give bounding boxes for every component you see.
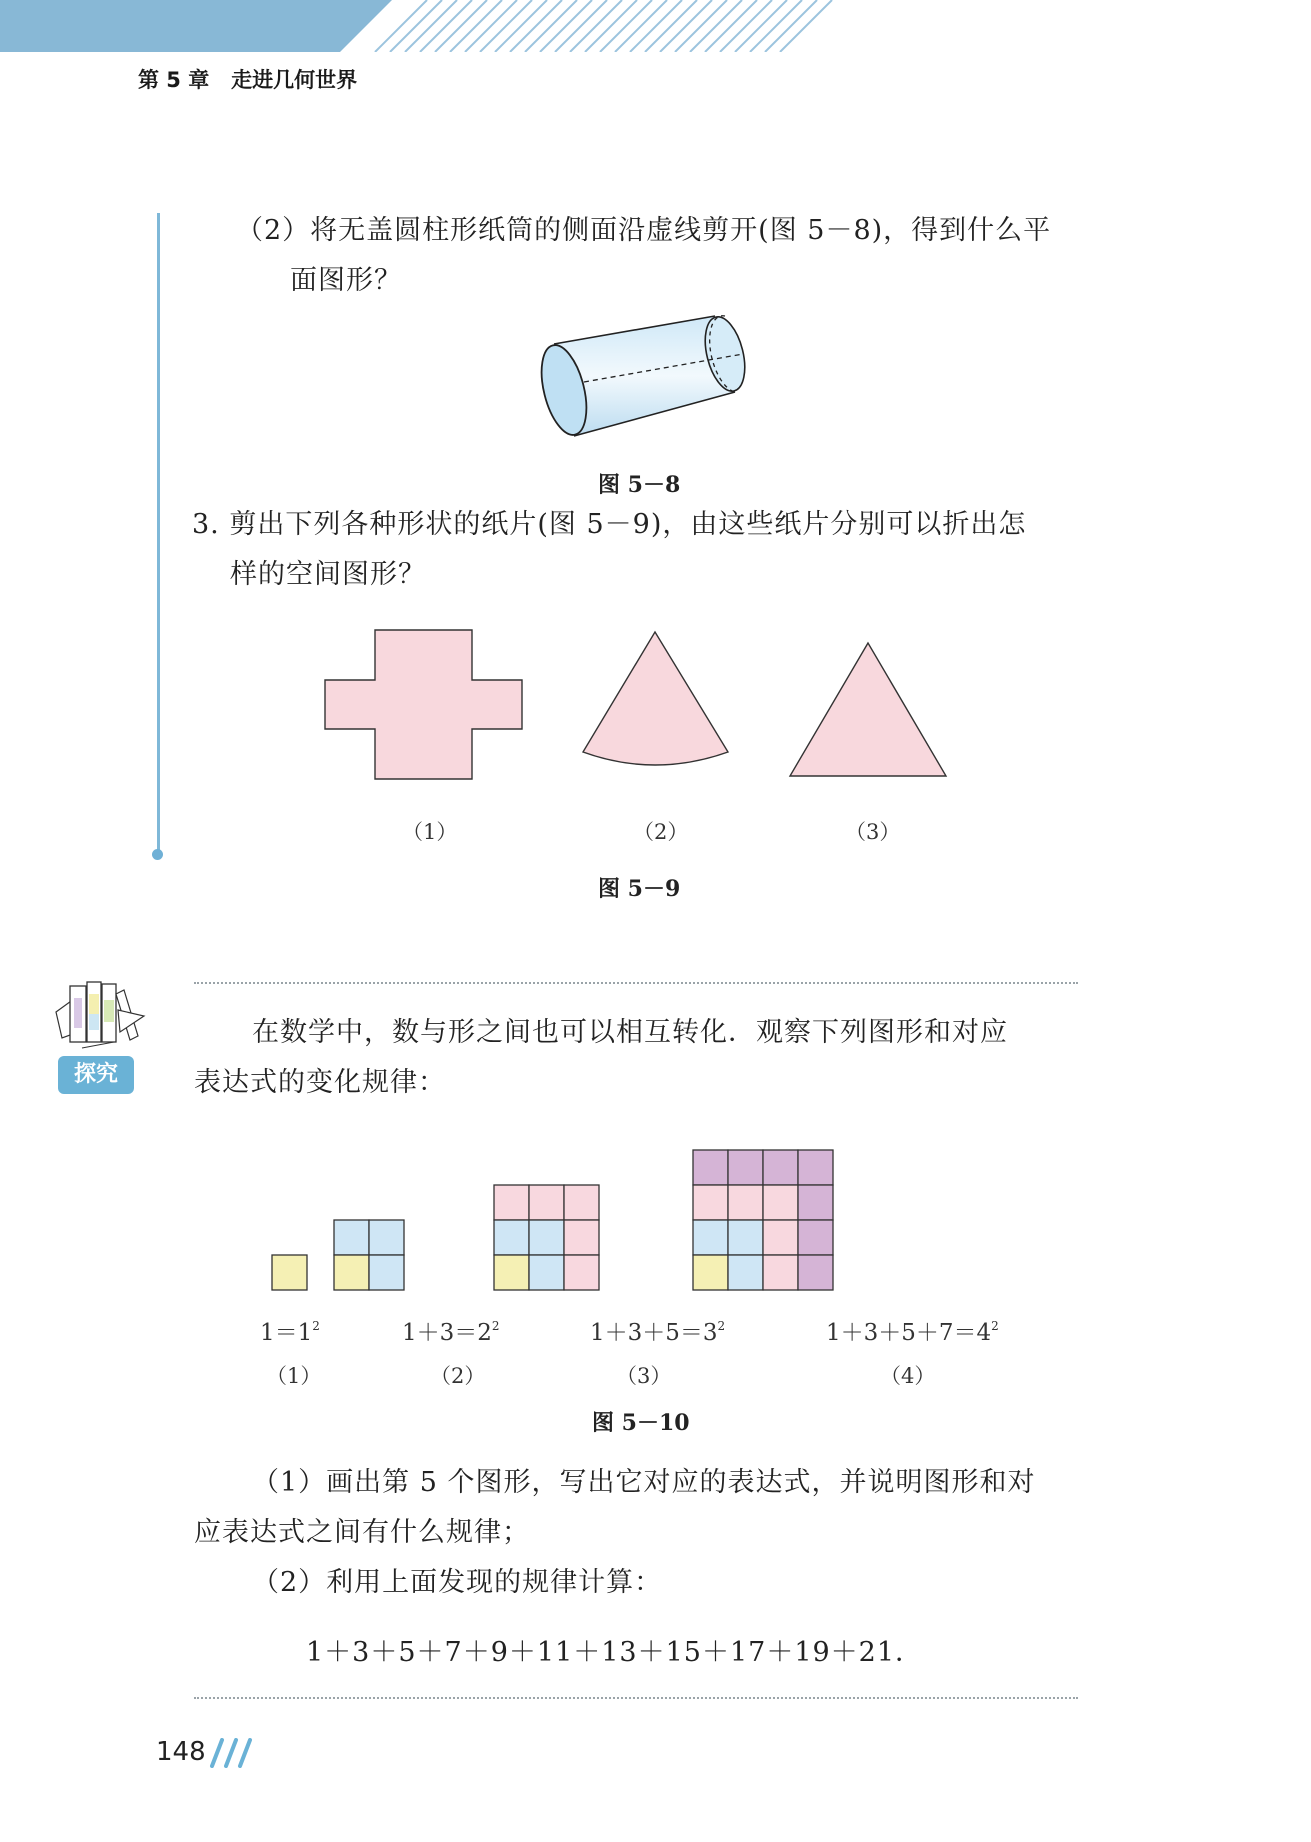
grid-3-cell <box>564 1220 599 1255</box>
grid-3-cell <box>494 1220 529 1255</box>
problem-3-line2: 样的空间图形？ <box>230 559 426 590</box>
grid-1-cell <box>272 1255 307 1290</box>
problem-3-line1: 3. 剪出下列各种形状的纸片(图 5－9)，由这些纸片分别可以折出怎 <box>192 509 1027 540</box>
grid-3-cell <box>494 1185 529 1220</box>
figure-5-9-caption: 图 5－9 <box>598 876 681 902</box>
grid-4-cell <box>693 1255 728 1290</box>
page-slash-decoration <box>202 1738 254 1768</box>
grid-4-cell <box>693 1185 728 1220</box>
grid-2-cell <box>369 1255 404 1290</box>
explore-badge: 探究 <box>58 1056 134 1094</box>
explore-line2: 表达式的变化规律： <box>194 1067 446 1098</box>
figure-5-9-label-3: （3） <box>845 820 901 844</box>
task-1-line1: （1）画出第 5 个图形，写出它对应的表达式，并说明图形和对 <box>252 1467 1036 1498</box>
grid-4-cell <box>763 1185 798 1220</box>
sector-shape <box>583 632 728 765</box>
grid-3-cell <box>564 1255 599 1290</box>
grid-3-cell <box>529 1255 564 1290</box>
grid-4-cell <box>798 1150 833 1185</box>
books-icon <box>54 980 146 1054</box>
grid-4-cell <box>763 1220 798 1255</box>
figure-5-10-expr-3: $1+3+5=3^2$ <box>590 1319 726 1346</box>
grid-4-cell <box>728 1150 763 1185</box>
triangle-shape <box>790 643 946 776</box>
figure-5-10-expr-4: $1+3+5+7=4^2$ <box>826 1319 999 1346</box>
explore-bottom-divider <box>194 1697 1078 1699</box>
grid-4-cell <box>728 1185 763 1220</box>
grid-4-cell <box>728 1255 763 1290</box>
grid-3-cell <box>529 1185 564 1220</box>
grid-4-cell <box>728 1220 763 1255</box>
grid-4-cell <box>693 1220 728 1255</box>
grid-3-cell <box>564 1185 599 1220</box>
grid-2-cell <box>334 1255 369 1290</box>
grid-4-cell <box>693 1150 728 1185</box>
explore-top-divider <box>194 982 1078 984</box>
chapter-title: 走进几何世界 <box>231 68 358 92</box>
cylinder-figure <box>530 308 750 444</box>
grid-2-cell <box>369 1220 404 1255</box>
grid-4-cell <box>763 1255 798 1290</box>
grid-4-cell <box>798 1255 833 1290</box>
grid-2-cell <box>334 1220 369 1255</box>
header-band <box>0 0 1311 52</box>
figure-5-8-caption: 图 5－8 <box>598 472 681 498</box>
figure-5-10-label-2: （2） <box>430 1364 486 1388</box>
grid-3-cell <box>529 1220 564 1255</box>
figure-5-10-grids <box>250 1110 1010 1300</box>
problem-2-line1: （2）将无盖圆柱形纸筒的侧面沿虚线剪开(图 5－8)，得到什么平 <box>236 215 1052 246</box>
task-2: （2）利用上面发现的规律计算： <box>252 1567 663 1598</box>
figure-5-10-label-1: （1） <box>266 1364 322 1388</box>
figure-5-10-caption: 图 5－10 <box>592 1410 690 1436</box>
figure-5-9-label-1: （1） <box>402 820 458 844</box>
figure-5-10-label-4: （4） <box>880 1364 936 1388</box>
side-rule <box>157 213 160 853</box>
page-number: 148 <box>156 1737 206 1767</box>
grid-4-cell <box>798 1185 833 1220</box>
figure-5-10-expr-1: $1=1^2$ <box>260 1319 320 1346</box>
figure-5-9-shapes <box>320 628 960 782</box>
figure-5-10-label-3: （3） <box>616 1364 672 1388</box>
figure-5-9-label-2: （2） <box>633 820 689 844</box>
grid-4-cell <box>798 1220 833 1255</box>
sum-formula: 1＋3＋5＋7＋9＋11＋13＋15＋17＋19＋21． <box>306 1637 924 1668</box>
figure-5-10-expr-2: $1+3=2^2$ <box>402 1319 500 1346</box>
side-rule-dot <box>152 849 163 860</box>
chapter-number: 第 5 章 <box>138 68 210 92</box>
grid-4-cell <box>763 1150 798 1185</box>
explore-line1: 在数学中，数与形之间也可以相互转化．观察下列图形和对应 <box>252 1017 1008 1048</box>
chapter-header <box>138 64 357 94</box>
task-1-line2: 应表达式之间有什么规律； <box>194 1517 530 1548</box>
problem-2-line2: 面图形？ <box>290 265 402 296</box>
grid-3-cell <box>494 1255 529 1290</box>
cross-shape <box>325 630 522 779</box>
